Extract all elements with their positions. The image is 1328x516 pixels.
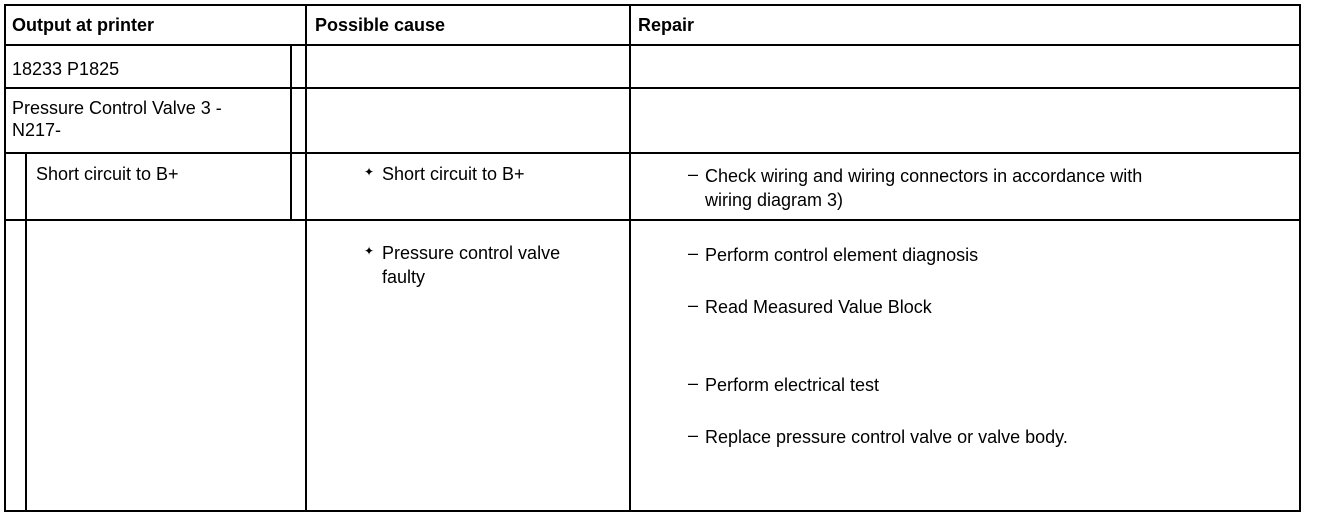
component-name-line1: Pressure Control Valve 3 - (12, 98, 222, 118)
repair-check-wiring-line2: wiring diagram 3) (705, 190, 844, 210)
row-divider-1 (4, 87, 1301, 89)
repair-item: Replace pressure control valve or valve body. (705, 427, 1068, 447)
header-output: Output at printer (12, 15, 154, 35)
row-divider-header (4, 44, 1301, 46)
table-border-bottom (4, 510, 1301, 512)
repair-check-wiring-line1: Check wiring and wiring connectors in accordance with (705, 166, 1143, 186)
dash-icon: – (688, 164, 699, 184)
cause-valve-faulty-line2: faulty (382, 267, 426, 287)
fault-code: 18233 P1825 (12, 59, 120, 79)
repair-item: Perform control element diagnosis (705, 245, 979, 265)
row-divider-3 (4, 219, 1301, 221)
column-divider-1 (305, 4, 307, 512)
fault-type: Short circuit to B+ (36, 164, 179, 184)
cause-short-circuit: Short circuit to B+ (382, 164, 525, 184)
header-repair: Repair (638, 15, 695, 35)
header-cause: Possible cause (315, 15, 446, 35)
row-divider-2 (4, 152, 1301, 154)
table-border-right (1299, 4, 1301, 512)
bullet-icon: ✦ (364, 165, 375, 179)
bullet-icon: ✦ (364, 244, 375, 258)
dash-icon: – (688, 243, 699, 263)
component-name-line2: N217- (12, 120, 62, 140)
inner-divider-right (290, 45, 292, 220)
inner-divider-left (25, 153, 27, 511)
dash-icon: – (688, 373, 699, 393)
table-border-left (4, 4, 6, 512)
dash-icon: – (688, 295, 699, 315)
cause-valve-faulty-line1: Pressure control valve (382, 243, 561, 263)
column-divider-2 (629, 4, 631, 512)
repair-item: Perform electrical test (705, 375, 880, 395)
dash-icon: – (688, 425, 699, 445)
repair-item: Read Measured Value Block (705, 297, 932, 317)
table-border-top (4, 4, 1301, 6)
